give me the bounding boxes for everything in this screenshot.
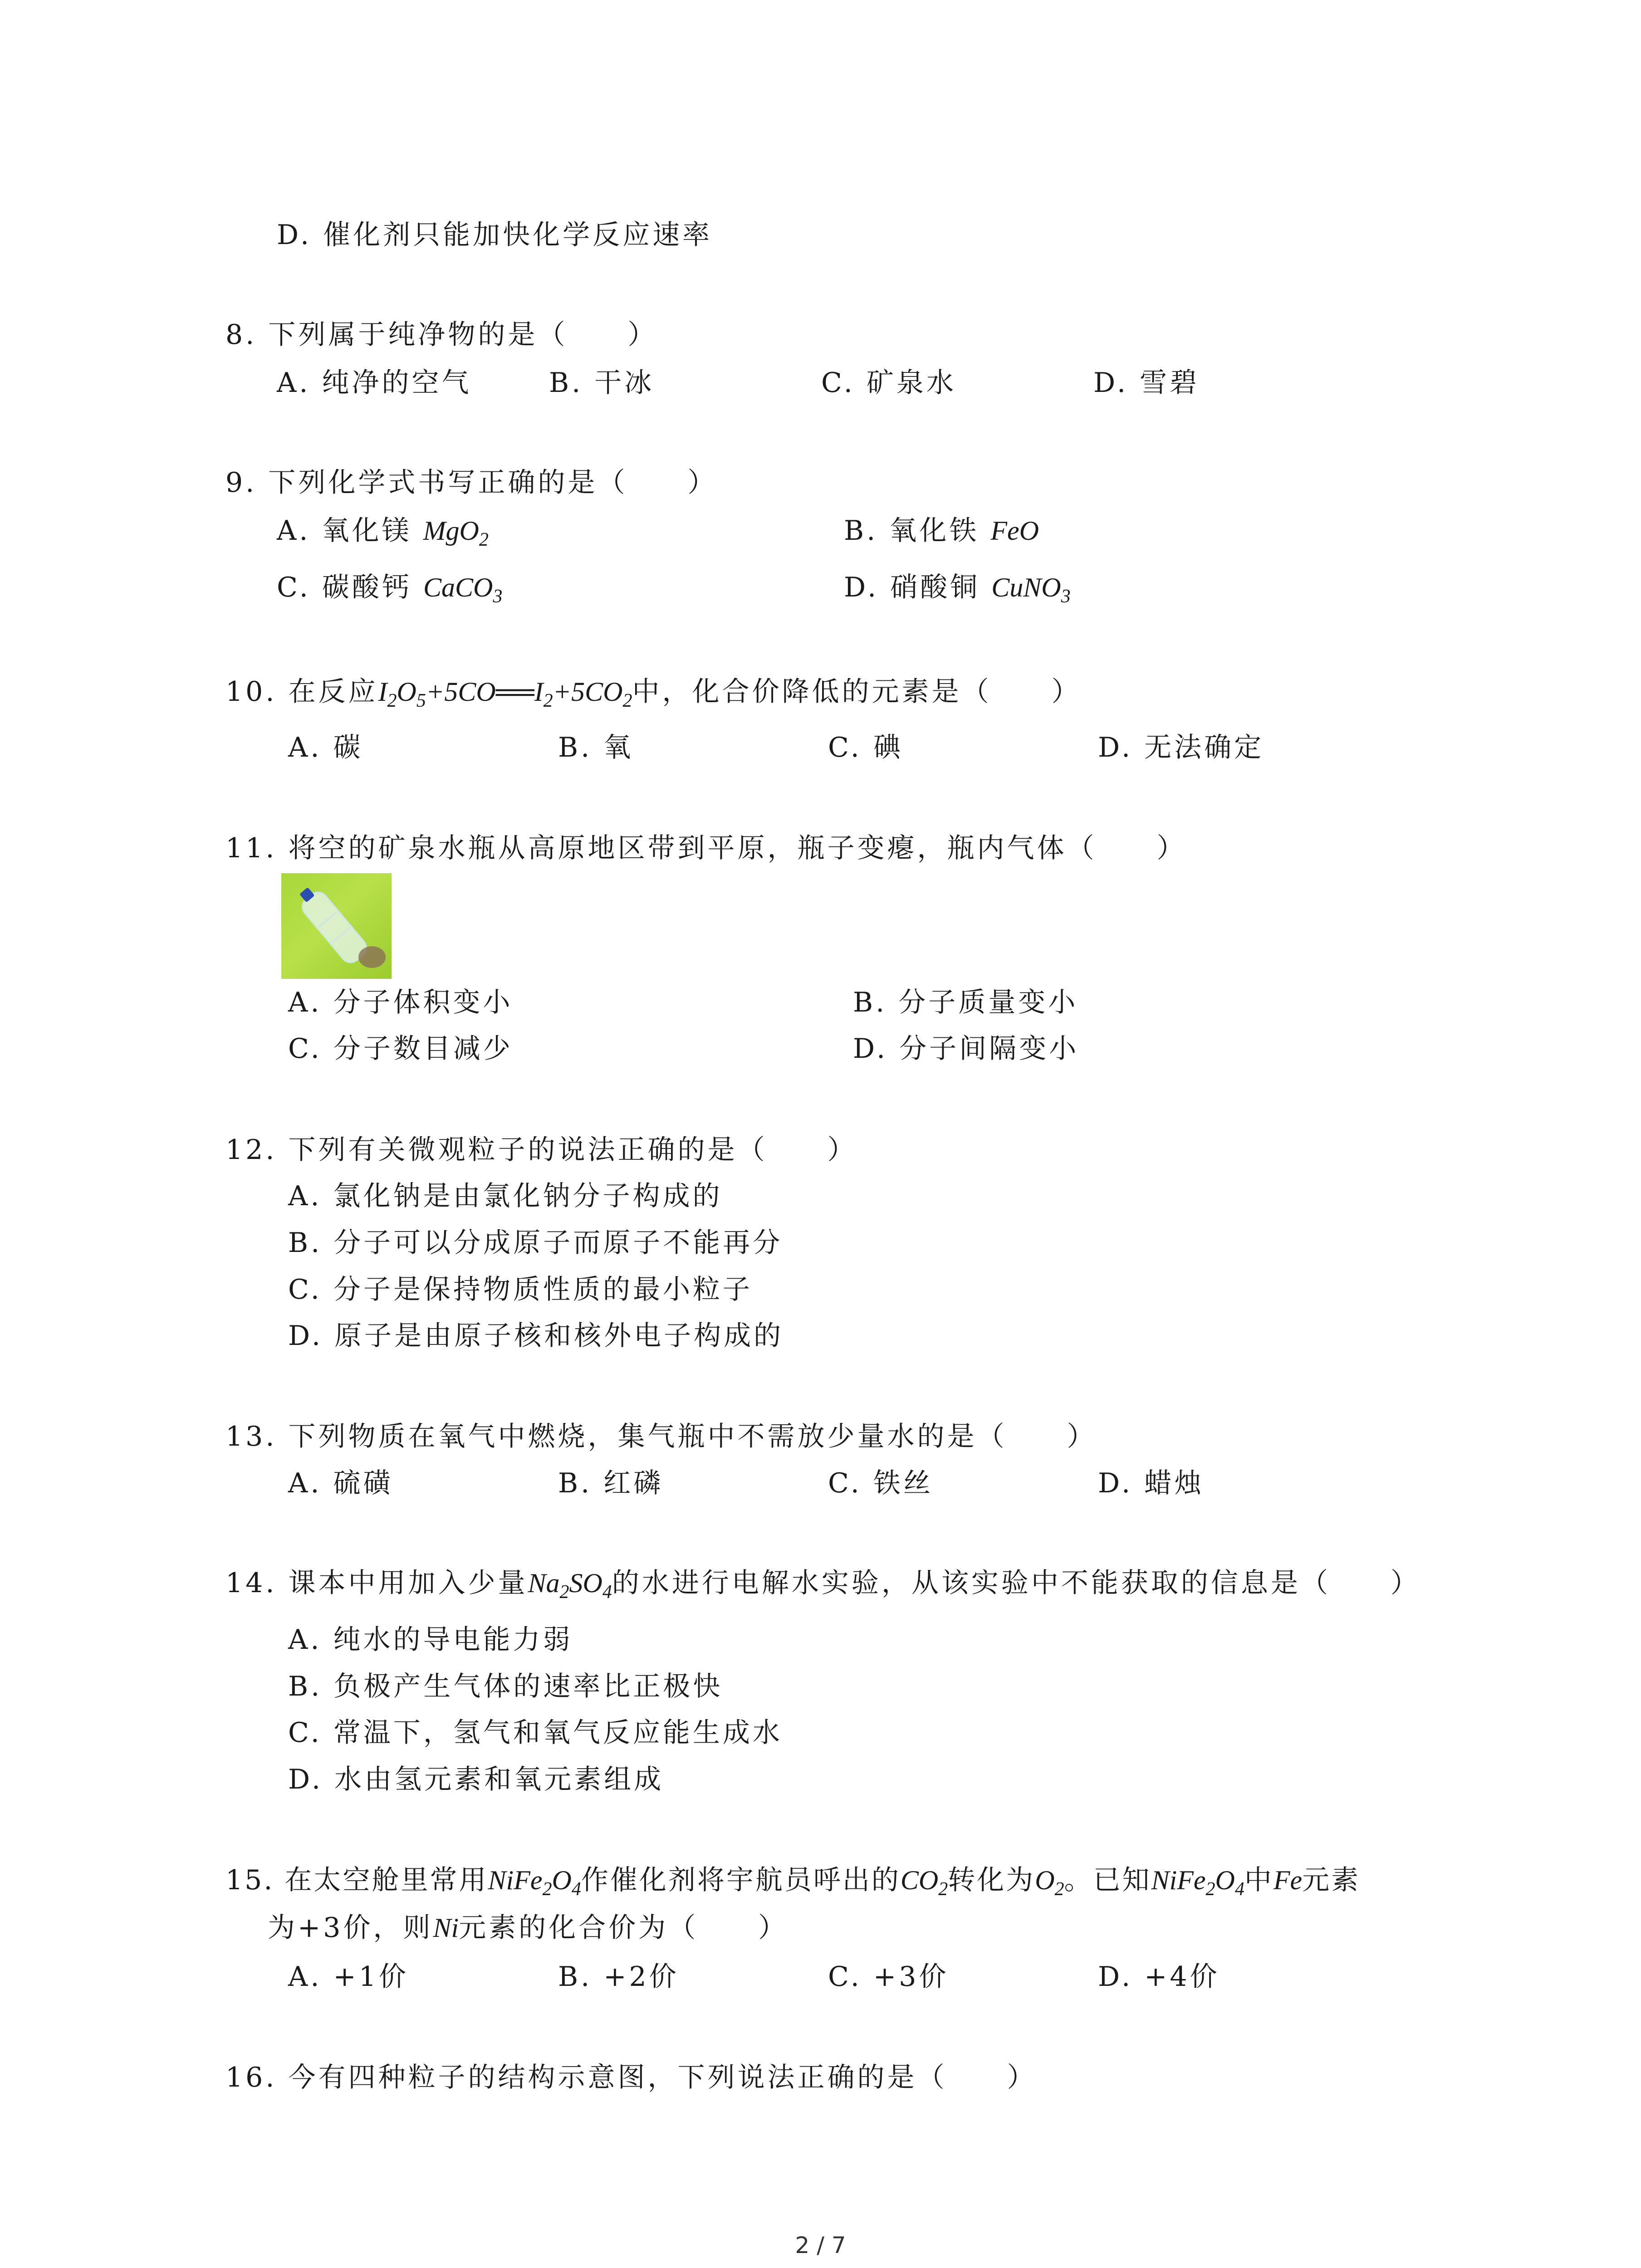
q12-option-b: B. 分子可以分成原子而原子不能再分 xyxy=(288,1227,783,1259)
q16-stem: 16. 今有四种粒子的结构示意图，下列说法正确的是（ ） xyxy=(225,2062,1037,2093)
q12-stem: 12. 下列有关微观粒子的说法正确的是（ ） xyxy=(225,1134,857,1166)
q11-stem: 11. 将空的矿泉水瓶从高原地区带到平原，瓶子变瘪，瓶内气体（ ） xyxy=(225,832,1187,864)
q15-o2: $O_2$ xyxy=(1035,1865,1064,1900)
q14-stem: 14. 课本中用加入少量$Na_2SO_4$的水进行电解水实验，从该实验中不能获取的信息是（ ） xyxy=(225,1567,1421,1603)
q15-co2: $CO_2$ xyxy=(900,1865,948,1900)
q15-stem-line2: 为+3价，则Ni元素的化合价为（ ） xyxy=(268,1912,789,1944)
q10-stem: 10. 在反应$I_2O_5+5CO══I_2+5CO_2$中，化合价降低的元素是（ ） xyxy=(225,676,1082,711)
q8-option-b: B. 干冰 xyxy=(549,367,655,399)
q7-option-d: D. 催化剂只能加快化学反应速率 xyxy=(277,219,713,251)
q15-option-b: B. +2价 xyxy=(558,1961,679,1993)
q9-option-d: D. 硝酸铜 CuNO$_3$ xyxy=(844,572,1071,607)
q9-d-formula: CuNO$_3$ xyxy=(991,572,1071,607)
q9-option-c: C. 碳酸钙 CaCO$_3$ xyxy=(277,572,503,607)
q15-option-d: D. +4价 xyxy=(1098,1961,1220,1993)
q10-option-c: C. 碘 xyxy=(828,732,903,763)
q15-nife2o4-b: $NiFe_2O_4$ xyxy=(1151,1865,1244,1900)
q15-option-a: A. +1价 xyxy=(288,1961,409,1993)
q14-option-d: D. 水由氢元素和氧元素组成 xyxy=(288,1764,664,1795)
q9-b-formula: FeO xyxy=(990,516,1039,546)
q13-option-b: B. 红磷 xyxy=(558,1467,664,1499)
q11-option-d: D. 分子间隔变小 xyxy=(853,1033,1079,1065)
q10-option-a: A. 碳 xyxy=(288,732,363,763)
q13-option-c: C. 铁丝 xyxy=(828,1467,933,1499)
q9-option-b: B. 氧化铁 FeO xyxy=(844,515,1039,547)
q14-option-a: A. 纯水的导电能力弱 xyxy=(288,1624,573,1656)
water-bottle-photo xyxy=(281,873,392,979)
q13-stem: 13. 下列物质在氧气中燃烧，集气瓶中不需放少量水的是（ ） xyxy=(225,1421,1097,1452)
bottle-icon xyxy=(281,873,392,979)
q15-ni: Ni xyxy=(433,1913,459,1943)
q15-nife2o4-a: $NiFe_2O_4$ xyxy=(488,1865,581,1900)
q14-formula: $Na_2SO_4$ xyxy=(528,1568,612,1603)
q8-option-d: D. 雪碧 xyxy=(1093,367,1200,399)
q15-option-c: C. +3价 xyxy=(828,1961,949,1993)
q12-option-c: C. 分子是保持物质性质的最小粒子 xyxy=(288,1274,753,1305)
q15-fe: Fe xyxy=(1273,1865,1303,1895)
q8-stem: 8. 下列属于纯净物的是（ ） xyxy=(225,319,658,351)
q13-option-d: D. 蜡烛 xyxy=(1098,1467,1205,1499)
q8-option-a: A. 纯净的空气 xyxy=(277,367,472,399)
q13-option-a: A. 硫磺 xyxy=(288,1467,393,1499)
q14-option-c: C. 常温下，氢气和氧气反应能生成水 xyxy=(288,1717,783,1749)
q10-equation: $I_2O_5+5CO══I_2+5CO_2$ xyxy=(378,677,632,711)
q10-option-b: B. 氧 xyxy=(558,732,634,763)
q12-option-d: D. 原子是由原子核和核外电子构成的 xyxy=(288,1320,784,1352)
q14-option-b: B. 负极产生气体的速率比正极快 xyxy=(288,1671,723,1702)
q8-option-c: C. 矿泉水 xyxy=(821,367,956,399)
q9-option-a: A. 氧化镁 MgO$_2$ xyxy=(277,515,489,550)
page-number: 2 / 7 xyxy=(795,2232,846,2258)
q9-a-formula: MgO$_2$ xyxy=(423,516,489,550)
q11-option-b: B. 分子质量变小 xyxy=(853,987,1078,1018)
q9-stem: 9. 下列化学式书写正确的是（ ） xyxy=(225,467,718,499)
q9-c-formula: CaCO$_3$ xyxy=(423,572,503,607)
q12-option-a: A. 氯化钠是由氯化钠分子构成的 xyxy=(288,1180,723,1212)
q11-option-c: C. 分子数目减少 xyxy=(288,1033,513,1065)
q11-option-a: A. 分子体积变小 xyxy=(288,987,513,1018)
q10-option-d: D. 无法确定 xyxy=(1098,732,1264,763)
q15-stem-line1: 15. 在太空舱里常用$NiFe_2O_4$作催化剂将宇航员呼出的$CO_2$转化为$O_2$。已知$NiFe_2O_4$中Fe元素 xyxy=(225,1864,1361,1900)
